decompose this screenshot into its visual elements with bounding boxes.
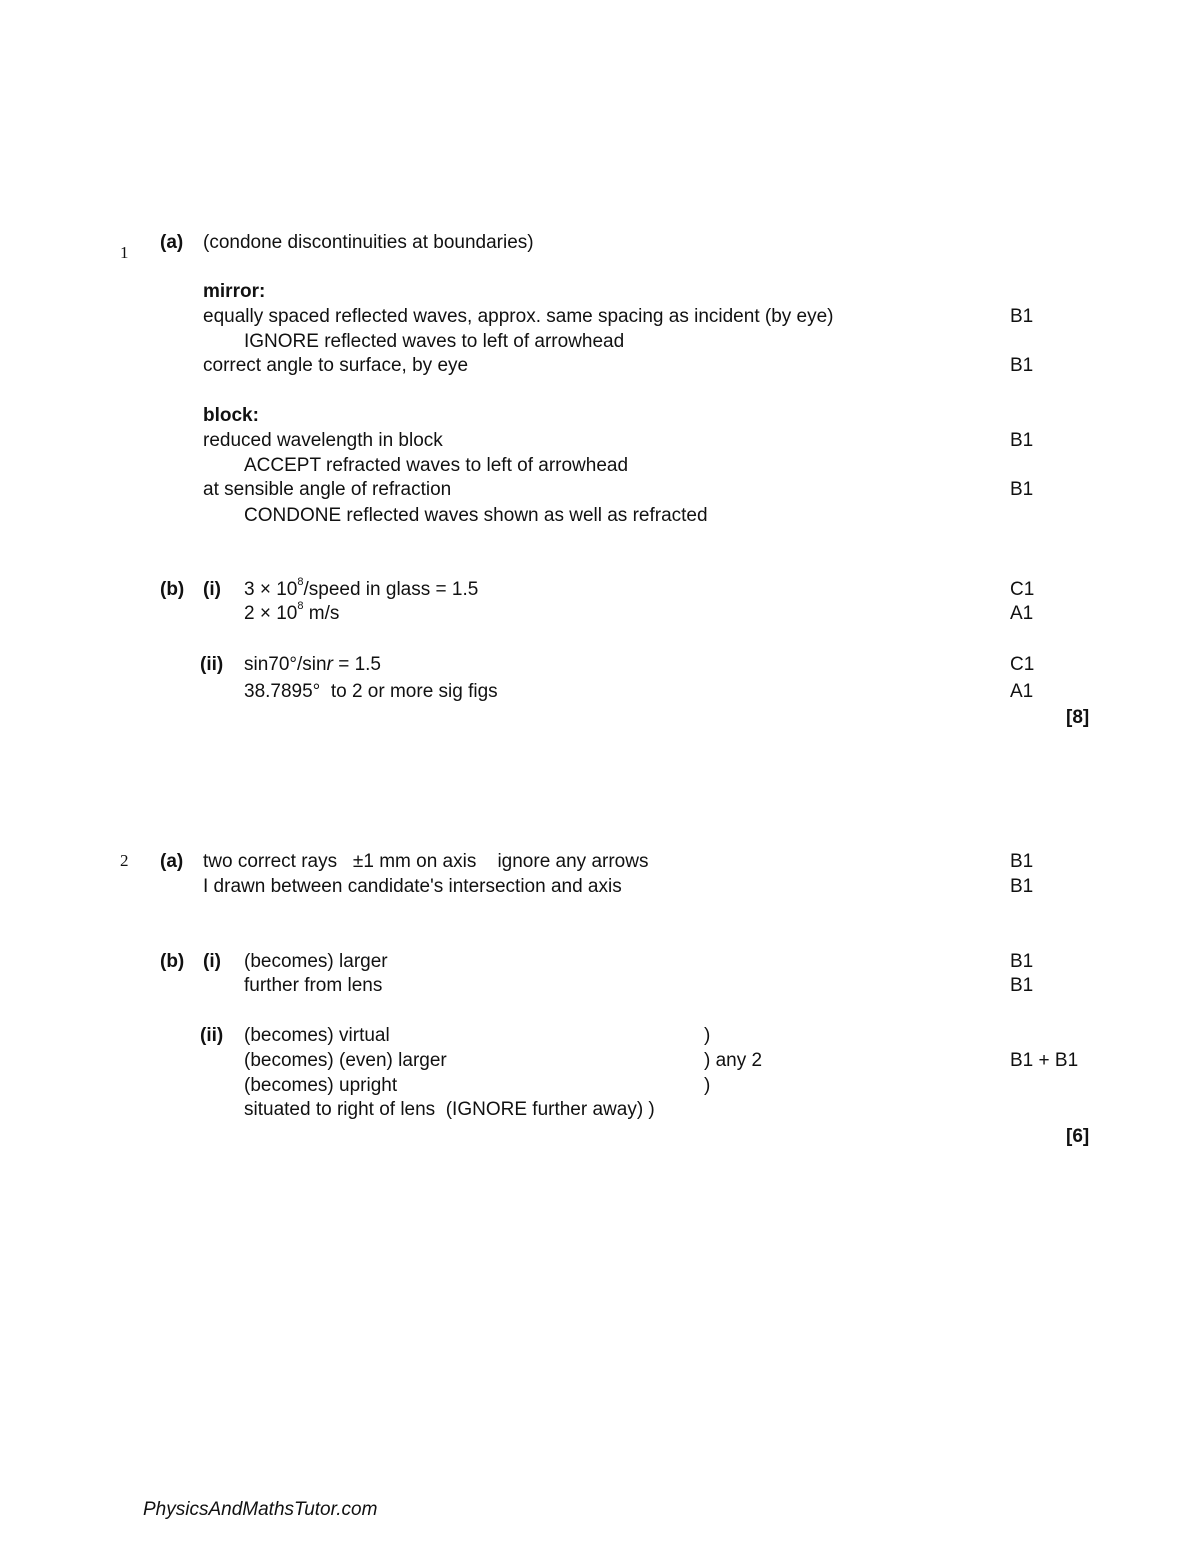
mark-label: B1	[1010, 975, 1034, 996]
note-text: (condone discontinuities at boundaries)	[203, 232, 534, 253]
part-label: (b)	[160, 579, 185, 600]
subpart-label: (ii)	[200, 654, 224, 675]
mark-label: B1	[1010, 851, 1034, 872]
footer-watermark: PhysicsAndMathsTutor.com	[143, 1499, 378, 1520]
question-number: 2	[120, 851, 129, 870]
answer-line: sin70°/sinr = 1.5	[244, 654, 381, 675]
answer-line: equally spaced reflected waves, approx. same spacing as incident (by eye)	[203, 306, 834, 327]
total-marks: [6]	[1066, 1126, 1090, 1147]
answer-line: (becomes) virtual	[244, 1025, 390, 1046]
guidance-note: IGNORE reflected waves to left of arrowhead	[244, 331, 625, 352]
subpart-label: (ii)	[200, 1025, 224, 1046]
guidance-note: ACCEPT refracted waves to left of arrowhead	[244, 455, 629, 476]
question-number: 1	[120, 243, 129, 262]
subpart-label: (i)	[203, 951, 221, 972]
answer-line: (becomes) upright	[244, 1075, 398, 1096]
mark-label: B1	[1010, 951, 1034, 972]
section-heading: block:	[203, 405, 259, 426]
part-label: (a)	[160, 851, 184, 872]
bracket: )	[704, 1025, 711, 1046]
mark-label: C1	[1010, 579, 1035, 600]
answer-line: two correct rays ±1 mm on axis ignore any arrows	[203, 851, 649, 872]
answer-line: $2 \times 10^8$ m/s	[244, 600, 340, 624]
section-heading: mirror:	[203, 281, 266, 302]
bracket: )	[704, 1075, 711, 1096]
answer-line: further from lens	[244, 975, 383, 996]
mark-label: B1 + B1	[1010, 1050, 1079, 1071]
answer-line: $3 \times 10^8$/speed in glass = 1.5	[244, 576, 479, 600]
mark-label: B1	[1010, 306, 1034, 327]
mark-label: A1	[1010, 603, 1034, 624]
mark-label: B1	[1010, 430, 1034, 451]
mark-label: B1	[1010, 876, 1034, 897]
mark-label: A1	[1010, 681, 1034, 702]
answer-line: correct angle to surface, by eye	[203, 355, 469, 376]
mark-label: B1	[1010, 355, 1034, 376]
answer-line: (becomes) larger	[244, 951, 388, 972]
guidance-note: CONDONE reflected waves shown as well as refracted	[244, 505, 708, 526]
answer-line: 38.7895° to 2 or more sig figs	[244, 681, 498, 702]
answer-line: (becomes) (even) larger	[244, 1050, 447, 1071]
answer-line: I drawn between candidate's intersection and axis	[203, 876, 622, 897]
part-label: (b)	[160, 951, 185, 972]
answer-line: situated to right of lens (IGNORE further away) )	[244, 1099, 655, 1120]
answer-line: reduced wavelength in block	[203, 430, 443, 451]
part-label: (a)	[160, 232, 184, 253]
mark-label: B1	[1010, 479, 1034, 500]
answer-line: at sensible angle of refraction	[203, 479, 452, 500]
mark-label: C1	[1010, 654, 1035, 675]
total-marks: [8]	[1066, 707, 1090, 728]
bracket-any-two: ) any 2	[704, 1050, 763, 1071]
subpart-label: (i)	[203, 579, 221, 600]
